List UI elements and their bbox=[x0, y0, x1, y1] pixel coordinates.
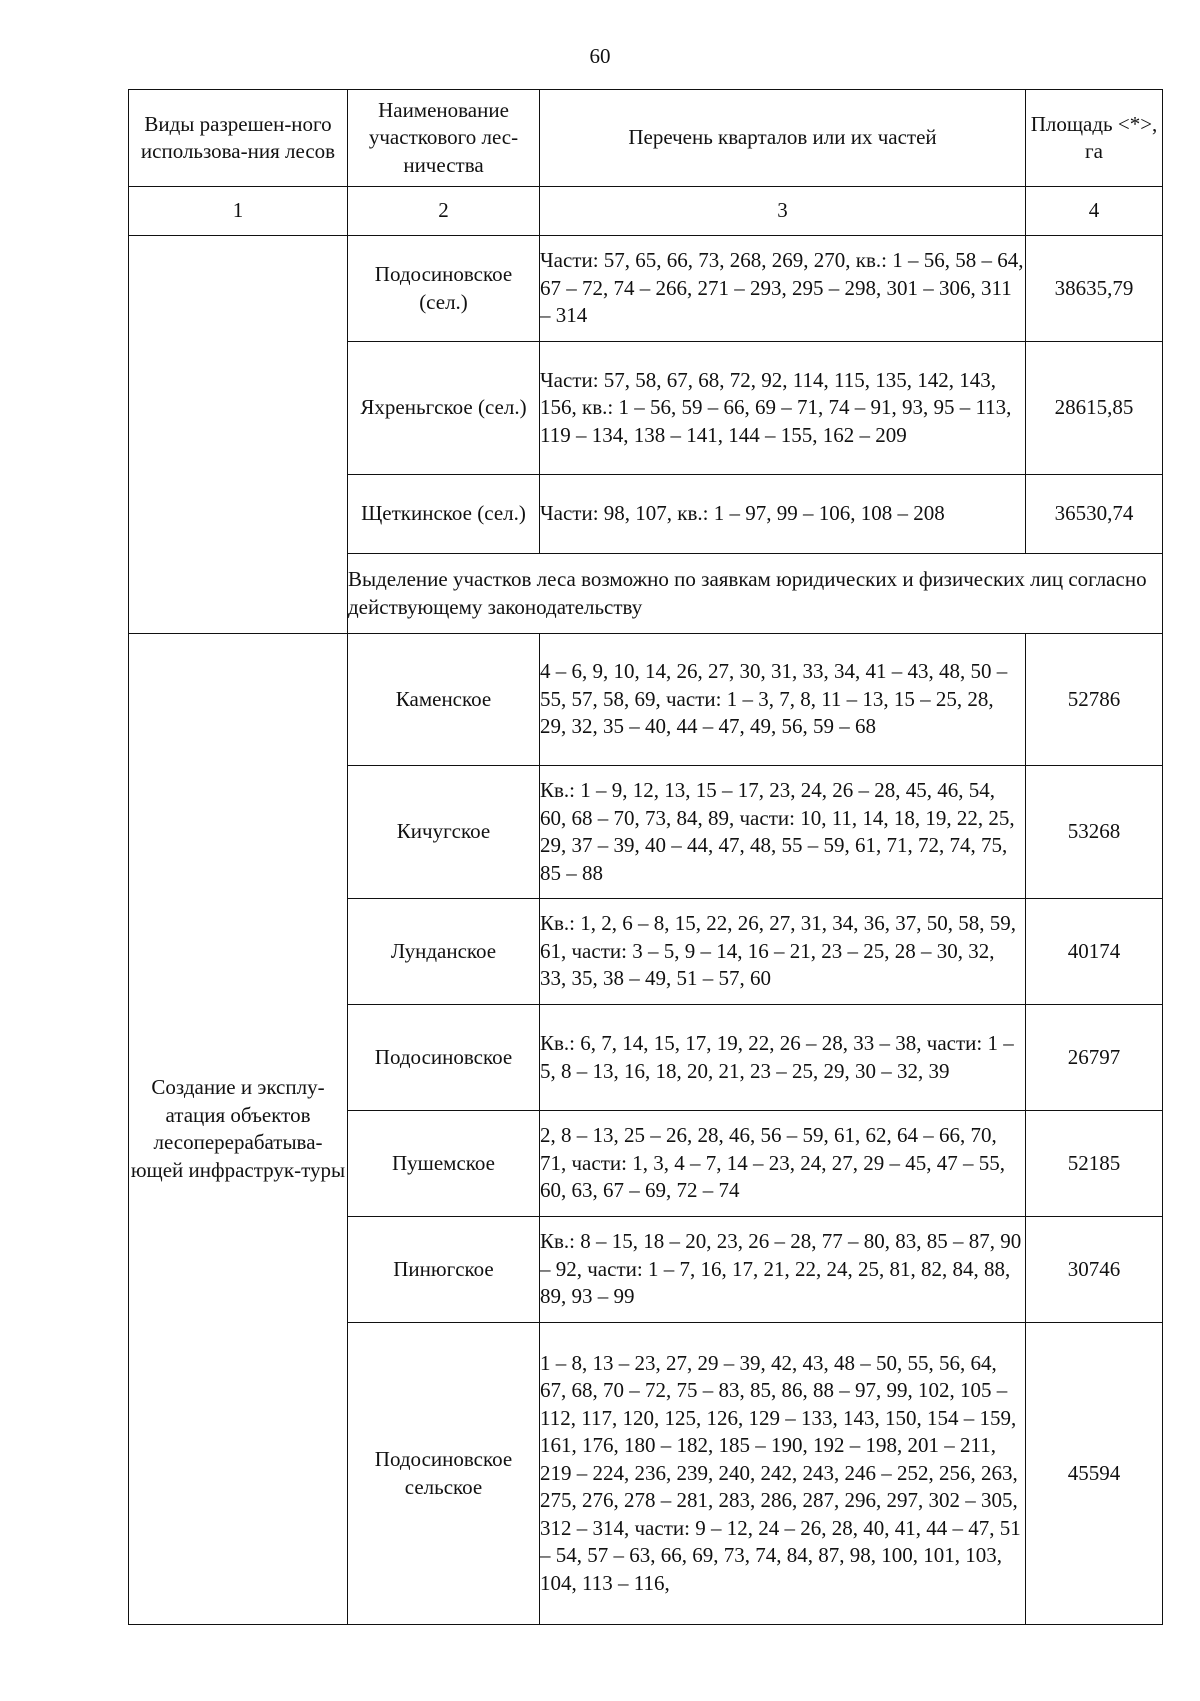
table-row bbox=[129, 236, 1163, 342]
forestry-name: Пинюгское bbox=[348, 1217, 540, 1323]
forestry-name: Подосиновское (сел.) bbox=[348, 236, 540, 342]
area-value: 53268 bbox=[1026, 766, 1163, 899]
quarter-list: 2, 8 – 13, 25 – 26, 28, 46, 56 – 59, 61, 62, 64 – 66, 70, 71, части: 1, 3, 4 – 7, 14 – 23, 24, 27, 29 – 45, 47 – 55, 60, 63, 67 – 69, 72 – 74 bbox=[540, 1111, 1026, 1217]
allocation-note: Выделение участков леса возможно по заявкам юридических и физических лиц согласно действующему законодательству bbox=[348, 554, 1163, 634]
forestry-name: Лунданское bbox=[348, 899, 540, 1005]
area-value: 38635,79 bbox=[1026, 236, 1163, 342]
header-kind: Виды разрешен-ного использова-ния лесов bbox=[129, 90, 348, 187]
area-value: 52185 bbox=[1026, 1111, 1163, 1217]
quarter-list: 1 – 8, 13 – 23, 27, 29 – 39, 42, 43, 48 – 50, 55, 56, 64, 67, 68, 70 – 72, 75 – 83, 85, 86, 88 – 97, 99, 102, 105 – 112, 117, 120, 125, 126, 129 – 133, 143, 150, 154 – 159, 161, 176, 180 – 182, 185 – 190, 192 – 198, 201 – 211, 219 – 224, 236, 239, 240, 242, 243, 246 – 252, 256, 263, 275, 276, 278 – 281, 283, 286, 287, 296, 297, 302 – 305, 312 – 314, части: 9 – 12, 24 – 26, 28, 40, 41, 44 – 47, 51 – 54, 57 – 63, 66, 69, 73, 74, 84, 87, 98, 100, 101, 103, 104, 113 – 116, bbox=[540, 1323, 1026, 1625]
page-number: 60 bbox=[589, 44, 611, 68]
column-number: 2 bbox=[348, 187, 540, 236]
table-row bbox=[129, 634, 1163, 766]
forestry-name: Каменское bbox=[348, 634, 540, 766]
column-number: 3 bbox=[540, 187, 1026, 236]
forestry-name: Подосиновское bbox=[348, 1005, 540, 1111]
column-number-row bbox=[129, 187, 1163, 236]
forestry-name: Пушемское bbox=[348, 1111, 540, 1217]
quarter-list: Кв.: 1, 2, 6 – 8, 15, 22, 26, 27, 31, 34, 36, 37, 50, 58, 59, 61, части: 3 – 5, 9 – 14, 16 – 21, 23 – 25, 28 – 30, 32, 33, 35, 38 – 49, 51 – 57, 60 bbox=[540, 899, 1026, 1005]
forestry-name: Кичугское bbox=[348, 766, 540, 899]
forest-use-table bbox=[128, 89, 1163, 1625]
quarter-list: Части: 57, 65, 66, 73, 268, 269, 270, кв.: 1 – 56, 58 – 64, 67 – 72, 74 – 266, 271 – 293, 295 – 298, 301 – 306, 311 – 314 bbox=[540, 236, 1026, 342]
header-row bbox=[129, 90, 1163, 187]
area-value: 26797 bbox=[1026, 1005, 1163, 1111]
group1-kind-cell bbox=[129, 236, 348, 634]
header-area: Площадь <*>, га bbox=[1026, 90, 1163, 187]
area-value: 28615,85 bbox=[1026, 342, 1163, 475]
quarter-list: Кв.: 6, 7, 14, 15, 17, 19, 22, 26 – 28, 33 – 38, части: 1 – 5, 8 – 13, 16, 18, 20, 21, 23 – 25, 29, 30 – 32, 39 bbox=[540, 1005, 1026, 1111]
quarter-list: Части: 57, 58, 67, 68, 72, 92, 114, 115, 135, 142, 143, 156, кв.: 1 – 56, 59 – 66, 69 – 71, 74 – 91, 93, 95 – 113, 119 – 134, 138 – 141, 144 – 155, 162 – 209 bbox=[540, 342, 1026, 475]
header-forestry-name: Наименование участкового лес-ничества bbox=[348, 90, 540, 187]
forestry-name: Яхреньгское (сел.) bbox=[348, 342, 540, 475]
quarter-list: 4 – 6, 9, 10, 14, 26, 27, 30, 31, 33, 34, 41 – 43, 48, 50 – 55, 57, 58, 69, части: 1 – 3, 7, 8, 11 – 13, 15 – 25, 28, 29, 32, 35 – 40, 44 – 47, 49, 56, 59 – 68 bbox=[540, 634, 1026, 766]
forestry-name: Щеткинское (сел.) bbox=[348, 475, 540, 554]
column-number: 1 bbox=[129, 187, 348, 236]
header-quarter-list: Перечень кварталов или их частей bbox=[540, 90, 1026, 187]
area-value: 52786 bbox=[1026, 634, 1163, 766]
quarter-list: Кв.: 1 – 9, 12, 13, 15 – 17, 23, 24, 26 – 28, 45, 46, 54, 60, 68 – 70, 73, 84, 89, части: 10, 11, 14, 18, 19, 22, 25, 29, 37 – 39, 40 – 44, 47, 48, 55 – 59, 61, 71, 72, 74, 75, 85 – 88 bbox=[540, 766, 1026, 899]
quarter-list: Кв.: 8 – 15, 18 – 20, 23, 26 – 28, 77 – 80, 83, 85 – 87, 90 – 92, части: 1 – 7, 16, 17, 21, 22, 24, 25, 81, 82, 84, 88, 89, 93 – 99 bbox=[540, 1217, 1026, 1323]
area-value: 40174 bbox=[1026, 899, 1163, 1005]
quarter-list: Части: 98, 107, кв.: 1 – 97, 99 – 106, 108 – 208 bbox=[540, 475, 1026, 554]
forestry-name: Подосиновское сельское bbox=[348, 1323, 540, 1625]
area-value: 30746 bbox=[1026, 1217, 1163, 1323]
group2-kind-cell: Создание и эксплу-атация объектов лесоперерабатыва-ющей инфраструк-туры bbox=[129, 634, 348, 1625]
area-value: 45594 bbox=[1026, 1323, 1163, 1625]
column-number: 4 bbox=[1026, 187, 1163, 236]
area-value: 36530,74 bbox=[1026, 475, 1163, 554]
